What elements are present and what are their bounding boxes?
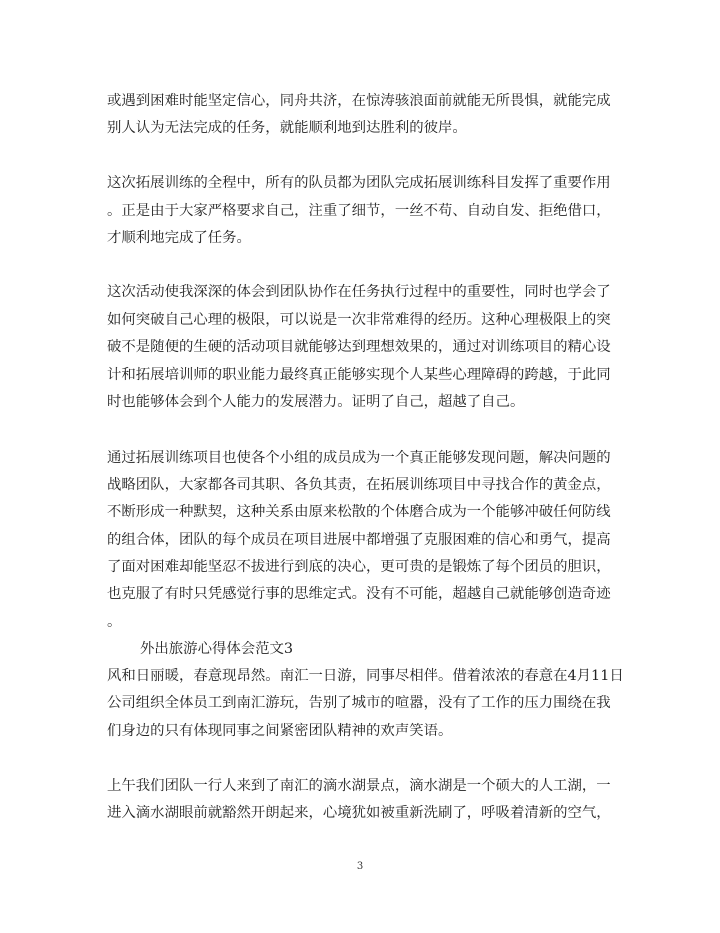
page-number: 3 <box>356 861 364 872</box>
text-line: 公司组织全体员工到南汇游玩，告别了城市的喧嚣，没有了工作的压力围绕在我 <box>107 695 611 711</box>
text-line: 或遇到困难时能坚定信心，同舟共济，在惊涛骇浪面前就能无所畏惧，就能完成 <box>107 93 611 109</box>
text-line: 了面对困难却能坚忍不拔进行到底的决心，更可贵的是锻炼了每个团员的胆识， <box>107 559 611 575</box>
text-line: 破不是随便的生硬的活动项目就能够达到理想效果的，通过对训练项目的精心设 <box>107 339 611 355</box>
text-line: 时也能够体会到个人能力的发展潜力。证明了自己，超越了自己。 <box>107 394 525 410</box>
text-line: 才顺利地完成了任务。 <box>107 230 251 246</box>
text-line: 如何突破自己心理的极限，可以说是一次非常难得的经历。这种心理极限上的突 <box>107 312 611 328</box>
text-line: 通过拓展训练项目也使各个小组的成员成为一个真正能够发现问题，解决问题的 <box>107 450 611 466</box>
text-line: 。 <box>107 614 122 630</box>
text-line: 们身边的只有体现同事之间紧密团队精神的欢声笑语。 <box>107 723 453 739</box>
text-line: 进入滴水湖眼前就豁然开朗起来，心境犹如被重新洗刷了，呼吸着清新的空气， <box>107 805 611 821</box>
text-line: 不断形成一种默契，这种关系由原来松散的个体磨合成为一个能够冲破任何防线 <box>107 504 611 520</box>
text-line: 外出旅游心得体会范文3 <box>140 641 294 657</box>
text-line: 计和拓展培训师的职业能力最终真正能够实现个人某些心理障碍的跨越，于此同 <box>107 367 611 383</box>
text-line: 的组合体，团队的每个成员在项目进展中都增强了克服困难的信心和勇气，提高 <box>107 532 611 548</box>
text-line: 也克服了有时只凭感觉行事的思维定式。没有不可能，超越自己就能够创造奇迹 <box>107 586 611 602</box>
text-line: 别人认为无法完成的任务，就能顺利地到达胜利的彼岸。 <box>107 120 467 136</box>
text-line: 上午我们团队一行人来到了南汇的滴水湖景点，滴水湖是一个硕大的人工湖，一 <box>107 778 611 794</box>
text-line: 。正是由于大家严格要求自己，注重了细节，一丝不苟、自动自发、拒绝借口， <box>107 203 611 219</box>
text-line: 战略团队，大家都各司其职、各负其责，在拓展训练项目中寻找合作的黄金点， <box>107 477 611 493</box>
text-line: 这次活动使我深深的体会到团队协作在任务执行过程中的重要性，同时也学会了 <box>107 284 611 300</box>
text-line: 风和日丽暖，春意现昂然。南汇一日游，同事尽相伴。借着浓浓的春意在4月11日 <box>107 668 624 684</box>
text-line: 这次拓展训练的全程中，所有的队员都为团队完成拓展训练科目发挥了重要作用 <box>107 175 611 191</box>
